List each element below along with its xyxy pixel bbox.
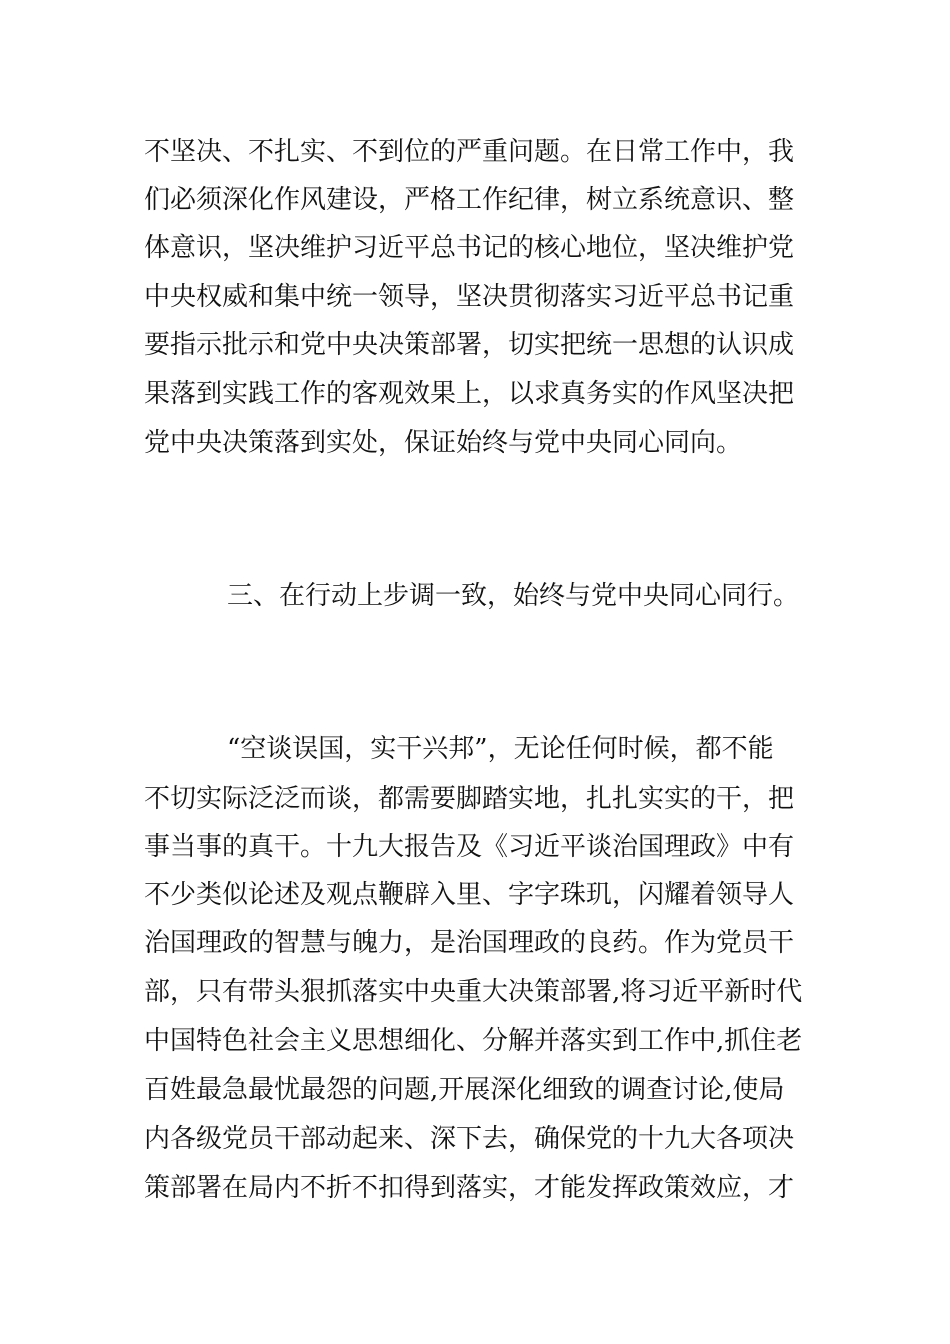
paragraph-2-line-5: 治国理政的智慧与魄力，是治国理政的良药。作为党员干: [144, 928, 795, 958]
paragraph-1-line-4: 中央权威和集中统一领导，坚决贯彻落实习近平总书记重: [144, 282, 795, 312]
paragraph-2-line-2: 不切实际泛泛而谈，都需要脚踏实地，扎扎实实的干，把: [144, 784, 795, 814]
paragraph-1-line-7: 党中央决策落到实处，保证始终与党中央同心同向。: [144, 428, 743, 458]
paragraph-2-line-8: 百姓最急最忧最怨的问题,开展深化细致的调查讨论,使局: [144, 1075, 785, 1105]
paragraph-1-line-5: 要指示批示和党中央决策部署，切实把统一思想的认识成: [144, 330, 795, 360]
paragraph-1-line-6: 果落到实践工作的客观效果上，以求真务实的作风坚决把: [144, 379, 795, 409]
paragraph-2-line-4: 不少类似论述及观点鞭辟入里、字字珠玑，闪耀着领导人: [144, 880, 795, 910]
paragraph-2-line-10: 策部署在局内不折不扣得到落实，才能发挥政策效应，才: [144, 1173, 795, 1203]
paragraph-1-line-3: 体意识，坚决维护习近平总书记的核心地位，坚决维护党: [144, 233, 795, 263]
paragraph-1-line-2: 们必须深化作风建设，严格工作纪律，树立系统意识、整: [144, 185, 795, 215]
paragraph-1-line-1: 不坚决、不扎实、不到位的严重问题。在日常工作中，我: [144, 137, 795, 167]
section-heading: 三、在行动上步调一致，始终与党中央同心同行。: [227, 581, 800, 611]
paragraph-2-line-9: 内各级党员干部动起来、深下去，确保党的十九大各项决: [144, 1124, 795, 1154]
paragraph-2-line-6: 部，只有带头狠抓落实中央重大决策部署,将习近平新时代: [144, 977, 803, 1007]
paragraph-2-line-7: 中国特色社会主义思想细化、分解并落实到工作中,抓住老: [144, 1026, 803, 1056]
paragraph-2-line-1: “空谈误国，实干兴邦”，无论任何时候，都不能: [227, 734, 774, 764]
paragraph-2-line-3: 事当事的真干。十九大报告及《习近平谈治国理政》中有: [144, 832, 795, 862]
